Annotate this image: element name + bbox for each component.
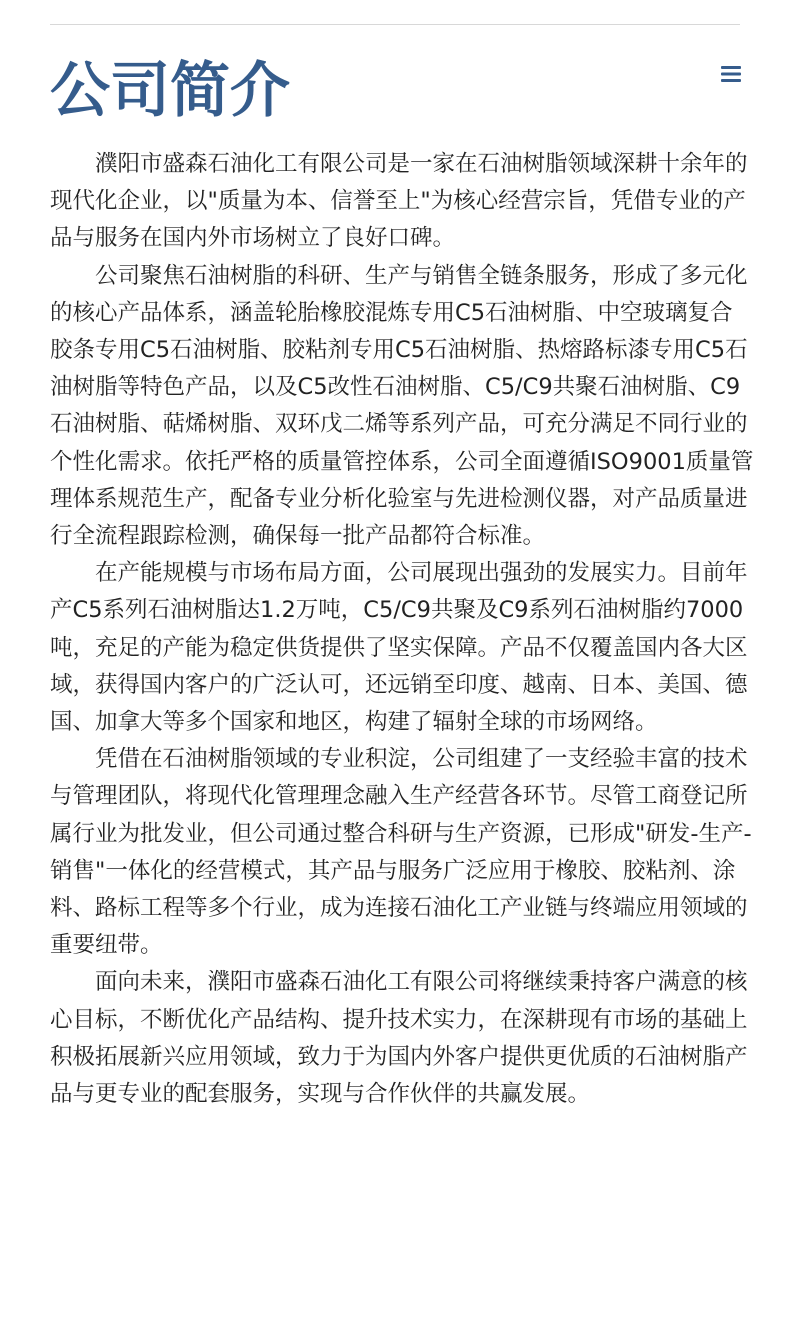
team-business-paragraph: 凭借在石油树脂领域的专业积淀，公司组建了一支经验丰富的技术与管理团队，将现代化管理理念融入生产经营各环节。尽管工商登记所属行业为批发业，但公司通过整合科研与生产资源，已形成"研发-生产-销售"一体化的经营模式，其产品与服务广泛应用于橡胶、胶粘剂、涂料、路标工程等多个行业，成为连接石油化工产业链与终端应用领域的重要纽带。 <box>50 746 752 959</box>
page-title: 公司简介 <box>50 56 290 126</box>
future-paragraph: 面向未来，濮阳市盛森石油化工有限公司将继续秉持客户满意的核心目标，不断优化产品结构、提升技术实力，在深耕现有市场的基础上积极拓展新兴应用领域，致力于为国内外客户提供更优质的石油树脂产品与更专业的配套服务，实现与合作伙伴的共赢发展。 <box>50 969 748 1108</box>
top-divider <box>50 24 740 25</box>
page-header <box>50 54 740 132</box>
capacity-market-paragraph: 在产能规模与市场布局方面，公司展现出强劲的发展实力。目前年产C5系列石油树脂达1.2万吨，C5/C9共聚及C9系列石油树脂约7000吨，充足的产能为稳定供货提供了坚实保障。产品不仅覆盖国内各大区域，获得国内客户的广泛认可，还远销至印度、越南、日本、美国、德国、加拿大等多个国家和地区，构建了辐射全球的市场网络。 <box>50 560 748 736</box>
products-paragraph: 公司聚焦石油树脂的科研、生产与销售全链条服务，形成了多元化的核心产品体系，涵盖轮胎橡胶混炼专用C5石油树脂、中空玻璃复合胶条专用C5石油树脂、胶粘剂专用C5石油树脂、热熔路标漆专用C5石油树脂等特色产品，以及C5改性石油树脂、C5/C9共聚石油树脂、C9石油树脂、萜烯树脂、双环戊二烯等系列产品，可充分满足不同行业的个性化需求。依托严格的质量管控体系，公司全面遵循ISO9001质量管理体系规范生产，配备专业分析化验室与先进检测仪器，对产品质量进行全流程跟踪检测，确保每一批产品都符合标准。 <box>50 262 754 550</box>
company-intro-content <box>50 146 755 1113</box>
hamburger-menu-icon <box>721 66 741 82</box>
intro-paragraph: 濮阳市盛森石油化工有限公司是一家在石油树脂领域深耕十余年的现代化企业，以"质量为本、信誉至上"为核心经营宗旨，凭借专业的产品与服务在国内外市场树立了良好口碑。 <box>50 151 748 252</box>
menu-button[interactable] <box>719 62 743 86</box>
